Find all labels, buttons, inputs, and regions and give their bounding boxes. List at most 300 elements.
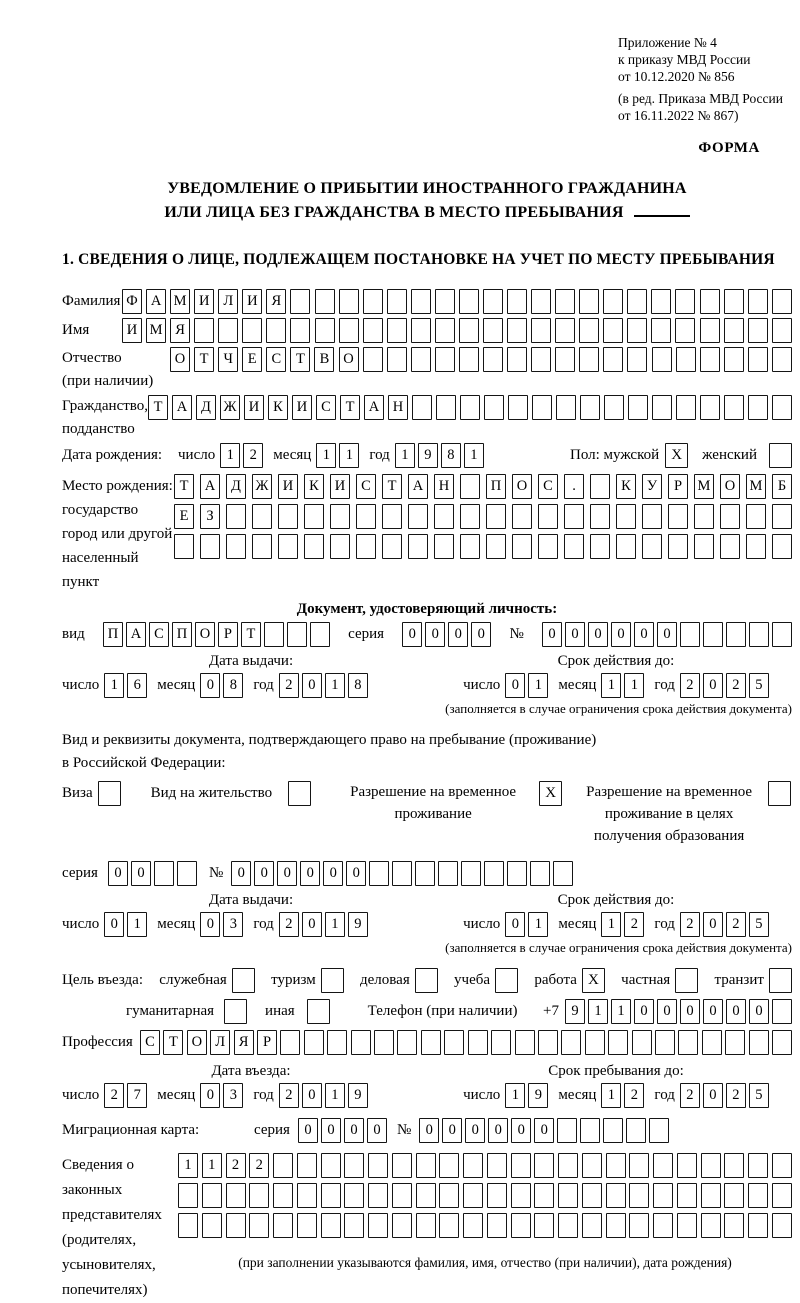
char-cell[interactable]: П: [172, 622, 192, 647]
char-cell[interactable]: И: [242, 289, 262, 314]
char-cell[interactable]: [627, 318, 647, 343]
char-cell[interactable]: 2: [680, 673, 700, 698]
char-cell[interactable]: 0: [298, 1118, 318, 1143]
char-cell[interactable]: И: [194, 289, 214, 314]
month-cells[interactable]: [601, 912, 644, 937]
char-cell[interactable]: [642, 504, 662, 529]
citizenship-cells[interactable]: [148, 395, 792, 420]
char-cell[interactable]: [561, 1030, 581, 1055]
char-cell[interactable]: [304, 504, 324, 529]
char-cell[interactable]: 0: [749, 999, 769, 1024]
char-cell[interactable]: [653, 1153, 673, 1178]
char-cell[interactable]: 0: [542, 622, 562, 647]
char-cell[interactable]: [339, 289, 359, 314]
char-cell[interactable]: [651, 318, 671, 343]
char-cell[interactable]: [748, 318, 768, 343]
char-cell[interactable]: [487, 1153, 507, 1178]
char-cell[interactable]: [555, 318, 575, 343]
char-cell[interactable]: [724, 1213, 744, 1238]
char-cell[interactable]: [668, 534, 688, 559]
char-cell[interactable]: [200, 534, 220, 559]
char-cell[interactable]: 1: [316, 443, 336, 468]
char-cell[interactable]: [627, 289, 647, 314]
char-cell[interactable]: [226, 504, 246, 529]
char-cell[interactable]: [629, 1213, 649, 1238]
char-cell[interactable]: [486, 534, 506, 559]
char-cell[interactable]: [749, 622, 769, 647]
char-cell[interactable]: 0: [200, 673, 220, 698]
char-cell[interactable]: 0: [302, 912, 322, 937]
char-cell[interactable]: [486, 504, 506, 529]
char-cell[interactable]: О: [187, 1030, 207, 1055]
char-cell[interactable]: Т: [148, 395, 168, 420]
char-cell[interactable]: [652, 395, 672, 420]
char-cell[interactable]: [330, 534, 350, 559]
char-cell[interactable]: Д: [196, 395, 216, 420]
char-cell[interactable]: [507, 861, 527, 886]
char-cell[interactable]: [677, 1153, 697, 1178]
char-cell[interactable]: [579, 347, 599, 372]
char-cell[interactable]: [459, 347, 479, 372]
char-cell[interactable]: 0: [254, 861, 274, 886]
char-cell[interactable]: 0: [703, 912, 723, 937]
char-cell[interactable]: [344, 1183, 364, 1208]
char-cell[interactable]: [649, 1118, 669, 1143]
year-cells[interactable]: [680, 673, 769, 698]
doc-kind-cells[interactable]: [103, 622, 330, 647]
char-cell[interactable]: [632, 1030, 652, 1055]
char-cell[interactable]: [435, 318, 455, 343]
char-cell[interactable]: [438, 861, 458, 886]
char-cell[interactable]: [580, 395, 600, 420]
char-cell[interactable]: [249, 1183, 269, 1208]
char-cell[interactable]: [392, 1183, 412, 1208]
char-cell[interactable]: [531, 318, 551, 343]
char-cell[interactable]: [772, 1030, 792, 1055]
char-cell[interactable]: [459, 289, 479, 314]
char-cell[interactable]: [434, 534, 454, 559]
char-cell[interactable]: И: [278, 474, 298, 499]
char-cell[interactable]: 0: [104, 912, 124, 937]
char-cell[interactable]: 0: [703, 673, 723, 698]
char-cell[interactable]: [626, 1118, 646, 1143]
char-cell[interactable]: [434, 504, 454, 529]
char-cell[interactable]: 9: [528, 1083, 548, 1108]
residence-series-cells[interactable]: [108, 861, 197, 886]
char-cell[interactable]: [507, 347, 527, 372]
char-cell[interactable]: 8: [223, 673, 243, 698]
char-cell[interactable]: [534, 1213, 554, 1238]
phone-cells[interactable]: [565, 999, 792, 1024]
char-cell[interactable]: [558, 1183, 578, 1208]
char-cell[interactable]: 0: [200, 912, 220, 937]
char-cell[interactable]: А: [172, 395, 192, 420]
char-cell[interactable]: С: [266, 347, 286, 372]
char-cell[interactable]: [653, 1183, 673, 1208]
char-cell[interactable]: [538, 534, 558, 559]
char-cell[interactable]: [772, 999, 792, 1024]
char-cell[interactable]: [460, 474, 480, 499]
char-cell[interactable]: Т: [174, 474, 194, 499]
char-cell[interactable]: [558, 1153, 578, 1178]
char-cell[interactable]: [439, 1213, 459, 1238]
sex-female-checkbox[interactable]: [769, 443, 792, 468]
char-cell[interactable]: [580, 1118, 600, 1143]
char-cell[interactable]: 2: [279, 912, 299, 937]
char-cell[interactable]: [582, 1183, 602, 1208]
char-cell[interactable]: [749, 1030, 769, 1055]
char-cell[interactable]: 8: [348, 673, 368, 698]
char-cell[interactable]: 0: [367, 1118, 387, 1143]
char-cell[interactable]: [590, 534, 610, 559]
char-cell[interactable]: [290, 289, 310, 314]
year-cells[interactable]: [395, 443, 484, 468]
char-cell[interactable]: [652, 347, 672, 372]
char-cell[interactable]: 0: [231, 861, 251, 886]
char-cell[interactable]: [511, 1183, 531, 1208]
char-cell[interactable]: [627, 347, 647, 372]
char-cell[interactable]: 1: [178, 1153, 198, 1178]
char-cell[interactable]: [748, 395, 768, 420]
char-cell[interactable]: [675, 289, 695, 314]
year-cells[interactable]: [279, 1083, 368, 1108]
char-cell[interactable]: [579, 318, 599, 343]
char-cell[interactable]: [512, 534, 532, 559]
char-cell[interactable]: Я: [234, 1030, 254, 1055]
char-cell[interactable]: [392, 1213, 412, 1238]
char-cell[interactable]: [676, 347, 696, 372]
char-cell[interactable]: [387, 347, 407, 372]
char-cell[interactable]: С: [538, 474, 558, 499]
char-cell[interactable]: 2: [243, 443, 263, 468]
char-cell[interactable]: [772, 347, 792, 372]
char-cell[interactable]: [411, 318, 431, 343]
char-cell[interactable]: [439, 1183, 459, 1208]
char-cell[interactable]: З: [200, 504, 220, 529]
purpose-private-checkbox[interactable]: [675, 968, 698, 993]
char-cell[interactable]: А: [408, 474, 428, 499]
char-cell[interactable]: [392, 1153, 412, 1178]
char-cell[interactable]: У: [642, 474, 662, 499]
purpose-other-checkbox[interactable]: [307, 999, 330, 1024]
char-cell[interactable]: 0: [419, 1118, 439, 1143]
char-cell[interactable]: [226, 1183, 246, 1208]
char-cell[interactable]: М: [746, 474, 766, 499]
char-cell[interactable]: 1: [127, 912, 147, 937]
representatives-row1-cells[interactable]: [178, 1153, 792, 1178]
char-cell[interactable]: 2: [680, 1083, 700, 1108]
char-cell[interactable]: [724, 395, 744, 420]
char-cell[interactable]: [748, 289, 768, 314]
month-cells[interactable]: [200, 912, 243, 937]
char-cell[interactable]: [677, 1213, 697, 1238]
char-cell[interactable]: [315, 289, 335, 314]
temp-residence-education-checkbox[interactable]: [768, 781, 791, 806]
char-cell[interactable]: [702, 1030, 722, 1055]
char-cell[interactable]: [531, 289, 551, 314]
char-cell[interactable]: [748, 1213, 768, 1238]
char-cell[interactable]: [590, 474, 610, 499]
char-cell[interactable]: [653, 1213, 673, 1238]
char-cell[interactable]: 0: [505, 912, 525, 937]
char-cell[interactable]: 5: [749, 912, 769, 937]
char-cell[interactable]: [421, 1030, 441, 1055]
day-cells[interactable]: [505, 912, 548, 937]
char-cell[interactable]: 0: [511, 1118, 531, 1143]
char-cell[interactable]: [226, 534, 246, 559]
birth-place-row3-cells[interactable]: [174, 534, 792, 559]
char-cell[interactable]: [616, 534, 636, 559]
char-cell[interactable]: 0: [505, 673, 525, 698]
char-cell[interactable]: [310, 622, 330, 647]
birth-place-row1-cells[interactable]: [174, 474, 792, 499]
char-cell[interactable]: [351, 1030, 371, 1055]
char-cell[interactable]: 0: [277, 861, 297, 886]
char-cell[interactable]: [368, 1183, 388, 1208]
char-cell[interactable]: [463, 1153, 483, 1178]
representatives-row3-cells[interactable]: [178, 1213, 792, 1238]
char-cell[interactable]: К: [304, 474, 324, 499]
char-cell[interactable]: [278, 534, 298, 559]
char-cell[interactable]: Н: [434, 474, 454, 499]
char-cell[interactable]: [252, 534, 272, 559]
char-cell[interactable]: 0: [344, 1118, 364, 1143]
char-cell[interactable]: [264, 622, 284, 647]
char-cell[interactable]: [534, 1153, 554, 1178]
char-cell[interactable]: [590, 504, 610, 529]
char-cell[interactable]: [678, 1030, 698, 1055]
char-cell[interactable]: [629, 1153, 649, 1178]
char-cell[interactable]: 1: [601, 673, 621, 698]
char-cell[interactable]: [748, 347, 768, 372]
char-cell[interactable]: [374, 1030, 394, 1055]
char-cell[interactable]: [266, 318, 286, 343]
char-cell[interactable]: 0: [302, 673, 322, 698]
doc-number-cells[interactable]: [542, 622, 792, 647]
char-cell[interactable]: Е: [174, 504, 194, 529]
char-cell[interactable]: [748, 1153, 768, 1178]
char-cell[interactable]: [564, 504, 584, 529]
char-cell[interactable]: [273, 1153, 293, 1178]
char-cell[interactable]: [278, 504, 298, 529]
char-cell[interactable]: О: [512, 474, 532, 499]
char-cell[interactable]: [701, 1183, 721, 1208]
char-cell[interactable]: 9: [565, 999, 585, 1024]
char-cell[interactable]: [330, 504, 350, 529]
char-cell[interactable]: [463, 1183, 483, 1208]
char-cell[interactable]: 0: [471, 622, 491, 647]
char-cell[interactable]: [655, 1030, 675, 1055]
char-cell[interactable]: [511, 1213, 531, 1238]
char-cell[interactable]: [435, 289, 455, 314]
char-cell[interactable]: [724, 318, 744, 343]
char-cell[interactable]: [703, 622, 723, 647]
char-cell[interactable]: [218, 318, 238, 343]
char-cell[interactable]: И: [122, 318, 142, 343]
residence-permit-checkbox[interactable]: [288, 781, 311, 806]
char-cell[interactable]: [507, 318, 527, 343]
char-cell[interactable]: Е: [242, 347, 262, 372]
char-cell[interactable]: [508, 395, 528, 420]
purpose-study-checkbox[interactable]: [495, 968, 518, 993]
char-cell[interactable]: [468, 1030, 488, 1055]
char-cell[interactable]: 1: [325, 912, 345, 937]
char-cell[interactable]: 0: [448, 622, 468, 647]
char-cell[interactable]: [772, 289, 792, 314]
name-cells[interactable]: [122, 318, 792, 343]
char-cell[interactable]: [507, 289, 527, 314]
purpose-transit-checkbox[interactable]: [769, 968, 792, 993]
char-cell[interactable]: [369, 861, 389, 886]
char-cell[interactable]: [460, 395, 480, 420]
month-cells[interactable]: [200, 1083, 243, 1108]
char-cell[interactable]: [297, 1213, 317, 1238]
char-cell[interactable]: 9: [348, 912, 368, 937]
char-cell[interactable]: [772, 622, 792, 647]
char-cell[interactable]: [675, 318, 695, 343]
char-cell[interactable]: [491, 1030, 511, 1055]
char-cell[interactable]: [556, 395, 576, 420]
char-cell[interactable]: [608, 1030, 628, 1055]
char-cell[interactable]: Р: [668, 474, 688, 499]
char-cell[interactable]: [603, 289, 623, 314]
char-cell[interactable]: [356, 534, 376, 559]
char-cell[interactable]: [339, 318, 359, 343]
char-cell[interactable]: [603, 318, 623, 343]
doc-series-cells[interactable]: [402, 622, 491, 647]
char-cell[interactable]: 3: [223, 1083, 243, 1108]
representatives-row2-cells[interactable]: [178, 1183, 792, 1208]
char-cell[interactable]: [460, 534, 480, 559]
char-cell[interactable]: [772, 395, 792, 420]
char-cell[interactable]: 2: [680, 912, 700, 937]
char-cell[interactable]: [297, 1153, 317, 1178]
day-cells[interactable]: [505, 1083, 548, 1108]
temp-residence-checkbox[interactable]: X: [539, 781, 562, 806]
char-cell[interactable]: 2: [279, 1083, 299, 1108]
char-cell[interactable]: [363, 289, 383, 314]
char-cell[interactable]: 7: [127, 1083, 147, 1108]
char-cell[interactable]: 0: [346, 861, 366, 886]
char-cell[interactable]: [606, 1183, 626, 1208]
char-cell[interactable]: [532, 395, 552, 420]
visa-checkbox[interactable]: [98, 781, 121, 806]
char-cell[interactable]: 1: [464, 443, 484, 468]
char-cell[interactable]: А: [364, 395, 384, 420]
char-cell[interactable]: 0: [726, 999, 746, 1024]
char-cell[interactable]: Ф: [122, 289, 142, 314]
char-cell[interactable]: [290, 318, 310, 343]
char-cell[interactable]: [557, 1118, 577, 1143]
char-cell[interactable]: [397, 1030, 417, 1055]
char-cell[interactable]: Д: [226, 474, 246, 499]
char-cell[interactable]: [606, 1153, 626, 1178]
char-cell[interactable]: Т: [163, 1030, 183, 1055]
char-cell[interactable]: 1: [325, 1083, 345, 1108]
char-cell[interactable]: [415, 861, 435, 886]
char-cell[interactable]: [273, 1213, 293, 1238]
char-cell[interactable]: [534, 1183, 554, 1208]
char-cell[interactable]: [484, 861, 504, 886]
char-cell[interactable]: [555, 347, 575, 372]
char-cell[interactable]: [555, 289, 575, 314]
char-cell[interactable]: [327, 1030, 347, 1055]
char-cell[interactable]: 2: [279, 673, 299, 698]
char-cell[interactable]: И: [292, 395, 312, 420]
char-cell[interactable]: О: [195, 622, 215, 647]
char-cell[interactable]: 2: [104, 1083, 124, 1108]
char-cell[interactable]: [416, 1183, 436, 1208]
char-cell[interactable]: [725, 1030, 745, 1055]
char-cell[interactable]: 0: [588, 622, 608, 647]
char-cell[interactable]: [642, 534, 662, 559]
char-cell[interactable]: 5: [749, 673, 769, 698]
char-cell[interactable]: [579, 289, 599, 314]
char-cell[interactable]: М: [170, 289, 190, 314]
patronymic-cells[interactable]: [170, 347, 792, 372]
char-cell[interactable]: 0: [323, 861, 343, 886]
char-cell[interactable]: 0: [200, 1083, 220, 1108]
char-cell[interactable]: [487, 1213, 507, 1238]
day-cells[interactable]: [104, 1083, 147, 1108]
char-cell[interactable]: [603, 1118, 623, 1143]
char-cell[interactable]: 9: [418, 443, 438, 468]
char-cell[interactable]: [720, 534, 740, 559]
char-cell[interactable]: 1: [624, 673, 644, 698]
char-cell[interactable]: 0: [657, 999, 677, 1024]
char-cell[interactable]: [459, 318, 479, 343]
char-cell[interactable]: [321, 1183, 341, 1208]
char-cell[interactable]: [321, 1153, 341, 1178]
char-cell[interactable]: [772, 318, 792, 343]
profession-cells[interactable]: [140, 1030, 792, 1055]
char-cell[interactable]: [484, 395, 504, 420]
char-cell[interactable]: М: [694, 474, 714, 499]
char-cell[interactable]: [564, 534, 584, 559]
char-cell[interactable]: [280, 1030, 300, 1055]
char-cell[interactable]: [411, 347, 431, 372]
char-cell[interactable]: [512, 504, 532, 529]
char-cell[interactable]: [748, 1183, 768, 1208]
char-cell[interactable]: 1: [104, 673, 124, 698]
char-cell[interactable]: А: [126, 622, 146, 647]
char-cell[interactable]: [461, 861, 481, 886]
char-cell[interactable]: [344, 1153, 364, 1178]
char-cell[interactable]: С: [140, 1030, 160, 1055]
char-cell[interactable]: 1: [601, 912, 621, 937]
char-cell[interactable]: [746, 534, 766, 559]
char-cell[interactable]: 2: [726, 673, 746, 698]
char-cell[interactable]: [724, 1183, 744, 1208]
char-cell[interactable]: [344, 1213, 364, 1238]
char-cell[interactable]: 0: [302, 1083, 322, 1108]
char-cell[interactable]: И: [330, 474, 350, 499]
char-cell[interactable]: [700, 289, 720, 314]
char-cell[interactable]: [616, 504, 636, 529]
char-cell[interactable]: Л: [218, 289, 238, 314]
char-cell[interactable]: [194, 318, 214, 343]
char-cell[interactable]: [700, 347, 720, 372]
char-cell[interactable]: 2: [726, 1083, 746, 1108]
char-cell[interactable]: [772, 1183, 792, 1208]
char-cell[interactable]: [408, 504, 428, 529]
char-cell[interactable]: [411, 289, 431, 314]
char-cell[interactable]: [416, 1213, 436, 1238]
day-cells[interactable]: [104, 912, 147, 937]
char-cell[interactable]: [724, 1153, 744, 1178]
month-cells[interactable]: [601, 1083, 644, 1108]
char-cell[interactable]: 0: [131, 861, 151, 886]
